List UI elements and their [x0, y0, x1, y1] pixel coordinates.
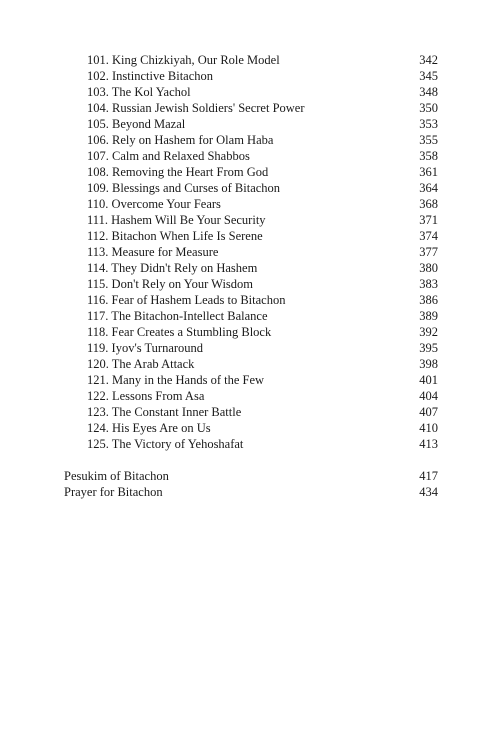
- toc-entry-page: 358: [419, 149, 438, 163]
- toc-entry: [0, 164, 500, 180]
- toc-entry-page: 368: [419, 197, 438, 211]
- toc-entry-page: 355: [419, 133, 438, 147]
- toc-entry-title: 124. His Eyes Are on Us: [87, 421, 211, 435]
- toc-entry-title: 107. Calm and Relaxed Shabbos: [87, 149, 250, 163]
- toc-entry-title: 102. Instinctive Bitachon: [87, 69, 214, 83]
- toc-entry-page: 383: [419, 277, 438, 291]
- section-gap: [0, 452, 500, 468]
- toc-entry-title: 119. Iyov's Turnaround: [87, 341, 204, 355]
- toc-entry: [0, 68, 500, 84]
- toc-entry: [0, 324, 500, 340]
- toc-entry-page: 377: [419, 245, 438, 259]
- toc-entry-page: 380: [419, 261, 438, 275]
- toc-entry-page: 364: [419, 181, 438, 195]
- back-matter-list: [0, 468, 500, 500]
- toc-entry-page: 374: [419, 229, 438, 243]
- table-of-contents: [0, 52, 500, 500]
- toc-entry: [0, 420, 500, 436]
- toc-entry-page: 417: [419, 469, 438, 483]
- toc-entry: [0, 340, 500, 356]
- toc-entry: [0, 260, 500, 276]
- toc-entry: [0, 132, 500, 148]
- toc-entry-title: 121. Many in the Hands of the Few: [87, 373, 265, 387]
- toc-entry-page: 407: [419, 405, 438, 419]
- toc-entry-page: 410: [419, 421, 438, 435]
- toc-entry: [0, 436, 500, 452]
- toc-entry-title: 101. King Chizkiyah, Our Role Model: [87, 53, 280, 67]
- toc-entry: [0, 388, 500, 404]
- toc-entry-page: 404: [419, 389, 438, 403]
- toc-entry-back-matter: [0, 468, 500, 484]
- toc-entry: [0, 212, 500, 228]
- toc-entry: [0, 116, 500, 132]
- toc-entry-title: 122. Lessons From Asa: [87, 389, 205, 403]
- toc-entry-title: 113. Measure for Measure: [87, 245, 219, 259]
- toc-entry-title: 108. Removing the Heart From God: [87, 165, 269, 179]
- toc-entry-title: 120. The Arab Attack: [87, 357, 195, 371]
- toc-entry-title: 117. The Bitachon-Intellect Balance: [87, 309, 268, 323]
- toc-entry-page: 361: [419, 165, 438, 179]
- toc-entry: [0, 244, 500, 260]
- toc-entry-page: 434: [419, 485, 438, 499]
- toc-entry: [0, 276, 500, 292]
- toc-entry: [0, 84, 500, 100]
- toc-entry-title: 105. Beyond Mazal: [87, 117, 186, 131]
- toc-entry-title: 106. Rely on Hashem for Olam Haba: [87, 133, 274, 147]
- toc-entry-title: 115. Don't Rely on Your Wisdom: [87, 277, 254, 291]
- toc-entry-page: 348: [419, 85, 438, 99]
- toc-entry: [0, 404, 500, 420]
- toc-entry-title: 112. Bitachon When Life Is Serene: [87, 229, 263, 243]
- toc-entry-page: 398: [419, 357, 438, 371]
- toc-entry-page: 413: [419, 437, 438, 451]
- toc-entry-page: 350: [419, 101, 438, 115]
- toc-entry-back-matter: [0, 484, 500, 500]
- toc-entry-title: Prayer for Bitachon: [64, 485, 163, 499]
- toc-entry-title: 109. Blessings and Curses of Bitachon: [87, 181, 281, 195]
- toc-entry-page: 401: [419, 373, 438, 387]
- toc-entry: [0, 180, 500, 196]
- toc-entry: [0, 292, 500, 308]
- toc-entry: [0, 308, 500, 324]
- toc-entry-title: 118. Fear Creates a Stumbling Block: [87, 325, 272, 339]
- toc-entry: [0, 148, 500, 164]
- toc-entry: [0, 100, 500, 116]
- toc-entry-title: 103. The Kol Yachol: [87, 85, 191, 99]
- toc-entry-title: 104. Russian Jewish Soldiers' Secret Power: [87, 101, 305, 115]
- toc-entry: [0, 356, 500, 372]
- toc-entry-page: 389: [419, 309, 438, 323]
- toc-entry-page: 392: [419, 325, 438, 339]
- toc-entry: [0, 196, 500, 212]
- toc-entry-page: 342: [419, 53, 438, 67]
- toc-entry-page: 353: [419, 117, 438, 131]
- toc-entry-title: 125. The Victory of Yehoshafat: [87, 437, 244, 451]
- toc-entry-title: Pesukim of Bitachon: [64, 469, 169, 483]
- toc-entry-title: 114. They Didn't Rely on Hashem: [87, 261, 258, 275]
- toc-entry: [0, 228, 500, 244]
- toc-entry-title: 123. The Constant Inner Battle: [87, 405, 242, 419]
- toc-entry-title: 110. Overcome Your Fears: [87, 197, 221, 211]
- toc-entry-page: 371: [419, 213, 438, 227]
- toc-entry-page: 386: [419, 293, 438, 307]
- toc-entry: [0, 372, 500, 388]
- toc-entry-page: 395: [419, 341, 438, 355]
- toc-entry: [0, 52, 500, 68]
- toc-entry-page: 345: [419, 69, 438, 83]
- toc-entry-title: 111. Hashem Will Be Your Security: [87, 213, 266, 227]
- toc-entry-title: 116. Fear of Hashem Leads to Bitachon: [87, 293, 286, 307]
- chapter-list: [0, 52, 500, 452]
